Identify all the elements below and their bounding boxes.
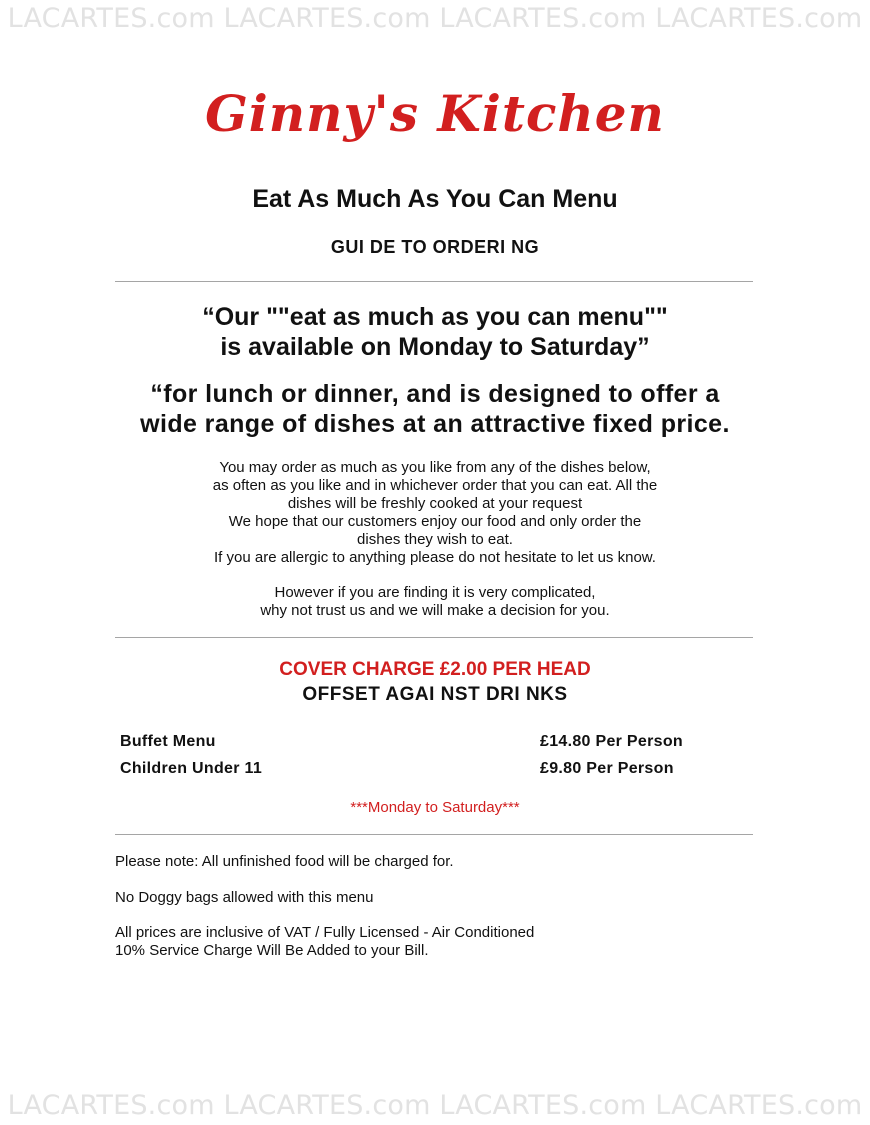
note-doggy-bags: No Doggy bags allowed with this menu <box>115 889 374 906</box>
menu-title: Eat As Much As You Can Menu <box>252 185 618 213</box>
availability-days: ***Monday to Saturday*** <box>350 799 520 816</box>
watermark-top: LACARTES.com LACARTES.com LACARTES.com LACARTES.com <box>7 3 863 34</box>
quote-line: is available on Monday to Saturday” <box>220 333 650 361</box>
price-label-children: Children Under 11 <box>120 760 263 777</box>
note-prices-vat: All prices are inclusive of VAT / Fully Licensed - Air Conditioned <box>115 924 535 941</box>
divider-3 <box>115 834 753 835</box>
advice-paragraph <box>0 584 870 620</box>
divider-1 <box>115 281 753 282</box>
advice-line: why not trust us and we will make a decision for you. <box>260 602 610 619</box>
menu-subtitle: GUI DE TO ORDERI NG <box>330 237 540 257</box>
note-service-charge: 10% Service Charge Will Be Added to your Bill. <box>115 942 429 959</box>
quote-line: “Our ""eat as much as you can menu"" <box>202 303 668 331</box>
advice-line: However if you are finding it is very complicated, <box>274 584 596 601</box>
price-label-buffet: Buffet Menu <box>120 733 216 750</box>
intro-line: dishes they wish to eat. <box>357 531 513 548</box>
intro-line: You may order as much as you like from any of the dishes below, <box>219 459 651 476</box>
watermark-bottom: LACARTES.com LACARTES.com LACARTES.com LACARTES.com <box>7 1090 863 1121</box>
intro-paragraph <box>0 459 870 567</box>
divider-2 <box>115 637 753 638</box>
quote-availability <box>0 302 870 362</box>
cover-charge: COVER CHARGE £2.00 PER HEAD <box>279 659 591 680</box>
restaurant-logo: Ginny's Kitchen <box>205 84 665 143</box>
quote-line: wide range of dishes at an attractive fixed price. <box>140 410 730 438</box>
quote-line: “for lunch or dinner, and is designed to offer a <box>150 380 720 408</box>
offset-note: OFFSET AGAI NST DRI NKS <box>302 684 568 705</box>
intro-line: If you are allergic to anything please do not hesitate to let us know. <box>214 549 656 566</box>
intro-line: We hope that our customers enjoy our food and only order the <box>228 513 642 530</box>
price-value-buffet: £14.80 Per Person <box>540 733 683 750</box>
note-unfinished-food: Please note: All unfinished food will be charged for. <box>115 853 454 870</box>
price-value-children: £9.80 Per Person <box>540 760 674 777</box>
intro-line: as often as you like and in whichever order that you can eat. All the <box>212 477 658 494</box>
quote-description <box>0 379 870 439</box>
intro-line: dishes will be freshly cooked at your request <box>287 495 583 512</box>
